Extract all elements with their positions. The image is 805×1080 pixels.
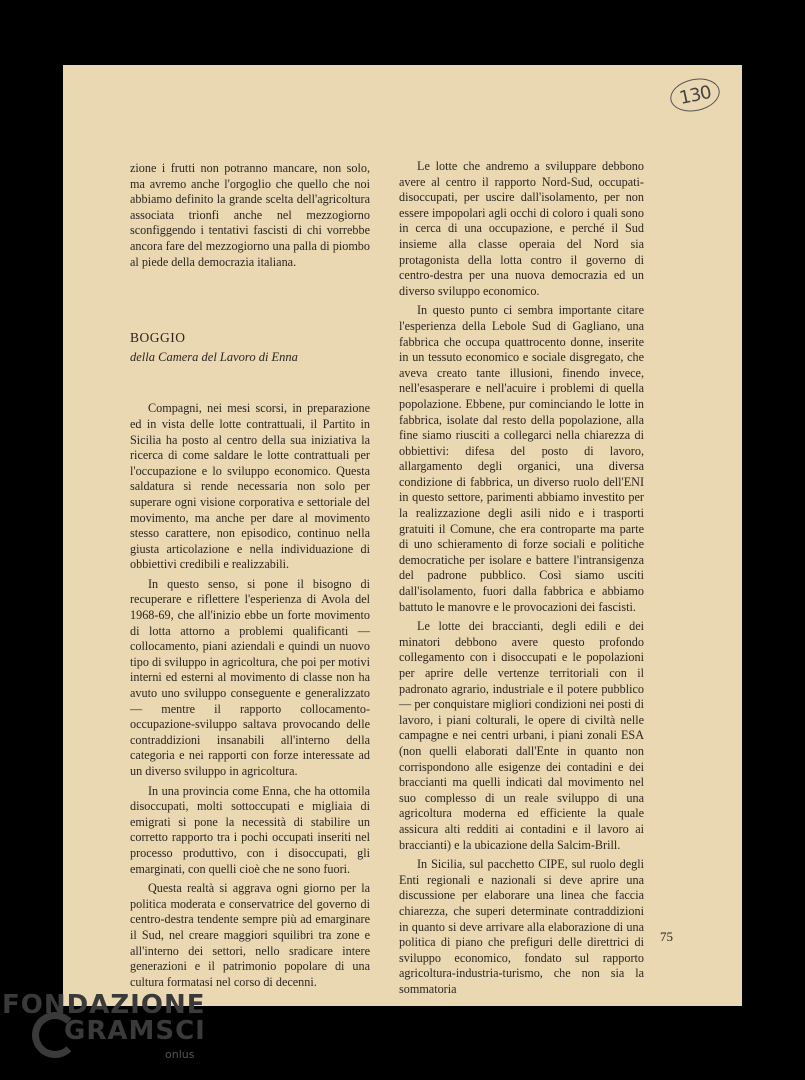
- paragraph: In questo senso, si pone il bisogno di recuperare e riflettere l'esperienza di Avola del 1968-69, che all'inizio ebbe un forte movimento di lotta attorno a problemi qualificanti — collocamento, piani aziendali e quindi un nuovo tipo di sviluppo in agricoltura, che poi per motivi interni ed esterni al movimento di classe non ha avuto uno sviluppo conseguente e generalizzato — mentre il rapporto collocamento-occupazione-sviluppo saltava provocando delle contraddizioni insanabili all'interno della categoria e nei rapporti con forze interessate ad un diverso sviluppo in agricoltura.: [130, 576, 370, 778]
- paragraph: Le lotte che andremo a sviluppare debbono avere al centro il rapporto Nord-Sud, occupati-disoccupati, per uscire dall'isolamento, per non essere impopolari agli occhi di coloro i quali sono in cerca di una occupazione, e perché il Sud insieme alla classe operaia del Nord sia protagonista della lotta contro il governo di centro-destra per una nuova democrazia ed un diverso sviluppo economico.: [399, 159, 644, 298]
- fondazione-gramsci-watermark: [2, 990, 262, 1070]
- left-column: [130, 161, 370, 994]
- watermark-line1: FONDAZIONE: [2, 990, 206, 1020]
- watermark-line2: GRAMSCI: [64, 1016, 206, 1046]
- speaker-name: BOGGIO: [130, 330, 186, 346]
- page-number: 75: [660, 929, 673, 944]
- paragraph: In Sicilia, sul pacchetto CIPE, sul ruolo degli Enti regionali e nazionali si deve aprire una discussione per elaborare una linea che faccia chiarezza, che superi determinate contraddizioni in quanto si deve arrivare alla elaborazione di una politica di piano che prefiguri delle direttrici di sviluppo economico, fondato sul rapporto agricoltura-industria-turismo, che non sia la sommatoria: [399, 857, 644, 996]
- document-page: [63, 65, 742, 1006]
- speaker-affiliation: della Camera del Lavoro di Enna: [130, 349, 298, 364]
- watermark-line3: onlus: [165, 1048, 195, 1061]
- paragraph: Le lotte dei braccianti, degli edili e dei minatori debbono avere questo profondo collegamento con i disoccupati e le popolazioni per aprire delle vertenze territoriali con il padronato agrario, industriale e il potere pubblico — per conquistare migliori condizioni nei posti di lavoro, i piani colturali, le opere di civiltà nelle campagne e nei centri urbani, i piani zonali ESA (non quelli elaborati dall'Ente in quanto non corrispondono alle esigenze dei contadini e dei braccianti ma quelli indicati dal movimento nel suo complesso di un reale sviluppo di una agricoltura moderna ed efficiente la quale assicura alti redditi ai contadini e il lavoro ai braccianti) e la ubicazione della Salcim-Brill.: [399, 619, 644, 852]
- paragraph: Compagni, nei mesi scorsi, in preparazione ed in vista delle lotte contrattuali, il Partito in Sicilia ha posto al centro della sua iniziativa la ricerca di come saldare le lotte contrattuali per l'occupazione e lo sviluppo economico. Questa saldatura si rende necessaria non solo per superare ogni visione corporativa e settoriale del movimento, ma anche per dare al movimento stesso carattere, non episodico, continuo nella giusta articolazione e nella individuazione di obbiettivi credibili e realizzabili.: [130, 401, 370, 572]
- paragraph: In una provincia come Enna, che ha ottomila disoccupati, molti sottoccupati e migliaia di emigrati si pone la necessità di stabilire un corretto rapporto tra i pochi occupati inseriti nel processo produttivo, con i disoccupati, gli emarginati, con quelli cioè che ne sono fuori.: [130, 783, 370, 876]
- intro-paragraph: zione i frutti non potranno mancare, non solo, ma avremo anche l'orgoglio che quello che noi abbiamo definito la grande scelta dell'agricoltura associata trionfi anche nel mezzogiorno sconfiggendo i tentativi fascisti di chi vorrebbe ancora fare del mezzogiorno una palla di piombo al piede della democrazia italiana.: [130, 161, 370, 269]
- paragraph: In questo punto ci sembra importante citare l'esperienza della Lebole Sud di Gagliano, una fabbrica che occupa quattrocento donne, inserite in un tessuto economico e sociale disgregato, che aveva creato tante illusioni, finendo invece, nell'esasperare e nell'acuire i problemi di quella popolazione. Ebbene, pur cominciando le lotte in fabbrica, isolate dal resto della popolazione, alla fine siamo riusciti a collegarci nella chiarezza di obbiettivi: difesa del posto di lavoro, allargamento degli organici, una diversa condizione di fabbrica, un diverso ruolo dell'ENI in questo settore, parimenti abbiamo investito per la realizzazione degli asili nido e i trasporti gratuiti il Comune, che era controparte ma parte di uno schieramento di forze sociali e politiche democratiche per isolare e battere l'intransigenza del padrone pubblico. Così siamo usciti dall'isolamento, fuori dalla fabbrica e abbiamo battuto le manovre e le provocazioni dei fascisti.: [399, 303, 644, 614]
- paragraph: Questa realtà si aggrava ogni giorno per la politica moderata e conservatrice del governo di centro-destra tendente sempre più ad emarginare il Sud, nel creare maggiori squilibri tra zone e all'interno dei settori, nello sradicare intere generazioni e il patrimonio popolare di una cultura formatasi nel corso di decenni.: [130, 881, 370, 989]
- handwritten-page-number: 130: [667, 74, 723, 116]
- right-column: [399, 159, 644, 1001]
